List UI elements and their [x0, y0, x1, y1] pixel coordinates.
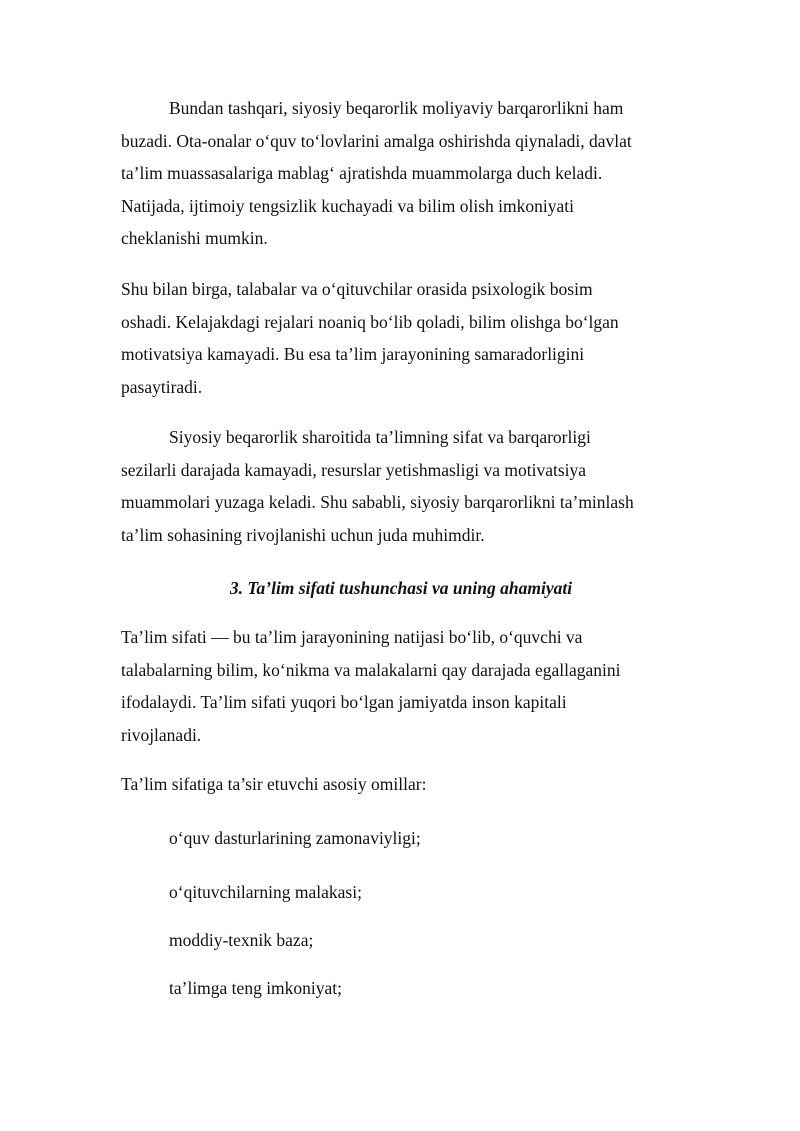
- paragraph-line: sezilarli darajada kamayadi, resurslar yetishmasligi va motivatsiya: [121, 459, 587, 480]
- paragraph-line: ifodalaydi. Ta’lim sifati yuqori bo‘lgan jamiyatda inson kapitali: [121, 692, 567, 713]
- paragraph-line: ta’lim muassasalariga mablag‘ ajratishda muammolarga duch keladi.: [121, 163, 603, 184]
- paragraph-line: Ta’lim sifati — bu ta’lim jarayonining natijasi bo‘lib, o‘quvchi va: [121, 627, 583, 647]
- paragraph-line: Siyosiy beqarorlik sharoitida ta’limning sifat va barqarorligi: [169, 427, 591, 447]
- paragraph-financial-stability: [121, 92, 681, 255]
- paragraph-education-quality-definition: [121, 621, 681, 751]
- paragraph-line: buzadi. Ota-onalar o‘quv to‘lovlarini amalga oshirishda qiynaladi, davlat: [121, 130, 632, 151]
- paragraph-line: oshadi. Kelajakdagi rejalari noaniq bo‘lib qoladi, bilim olishga bo‘lgan: [121, 311, 619, 332]
- paragraph-line: Ta’lim sifatiga ta’sir etuvchi asosiy omillar:: [121, 774, 427, 794]
- paragraph-factors-intro: [121, 768, 681, 801]
- paragraph-line: Bundan tashqari, siyosiy beqarorlik moliyaviy barqarorlikni ham: [169, 98, 624, 118]
- paragraph-line: talabalarning bilim, ko‘nikma va malakalarni qay darajada egallaganini: [121, 659, 621, 680]
- paragraph-line: pasaytiradi.: [121, 376, 203, 397]
- paragraph-line: muammolari yuzaga keladi. Shu sababli, siyosiy barqarorlikni ta’minlash: [121, 492, 634, 513]
- paragraph-line: Shu bilan birga, talabalar va o‘qituvchilar orasida psixologik bosim: [121, 279, 593, 299]
- list-item: o‘quv dasturlarining zamonaviyligi;: [169, 828, 421, 848]
- list-item: ta’limga teng imkoniyat;: [169, 978, 343, 998]
- list-item: moddiy-texnik baza;: [169, 930, 314, 950]
- paragraph-line: motivatsiya kamayadi. Bu esa ta’lim jarayonining samaradorligini: [121, 344, 585, 365]
- paragraph-line: rivojlanadi.: [121, 724, 202, 745]
- paragraph-psychological-pressure: [121, 273, 681, 403]
- paragraph-line: cheklanishi mumkin.: [121, 228, 268, 249]
- list-item: o‘qituvchilarning malakasi;: [169, 882, 362, 902]
- paragraph-line: ta’lim sohasining rivojlanishi uchun juda muhimdir.: [121, 524, 485, 545]
- paragraph-line: Natijada, ijtimoiy tengsizlik kuchayadi va bilim olish imkoniyati: [121, 195, 574, 216]
- section-heading: 3. Ta’lim sifati tushunchasi va uning ahamiyati: [229, 578, 573, 598]
- paragraph-conclusion: [121, 421, 681, 551]
